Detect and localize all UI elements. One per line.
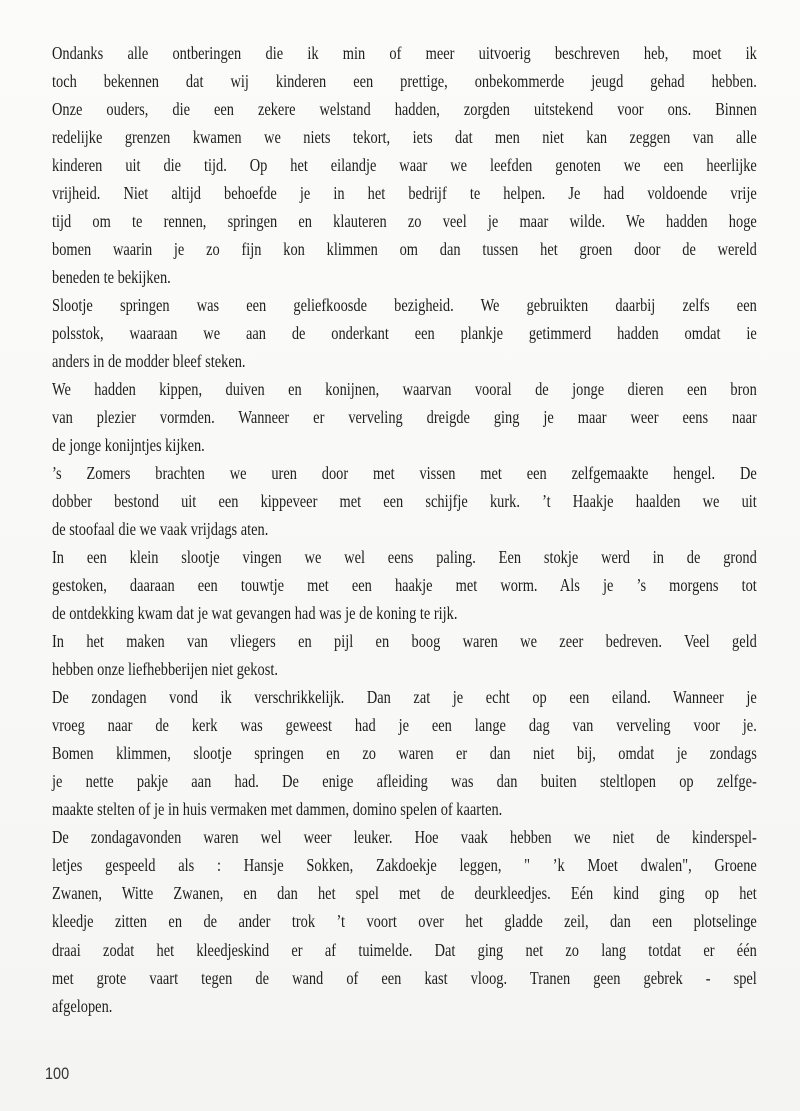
text-line: De zondagavonden waren wel weer leuker. Hoe vaak hebben we niet de kinderspel- <box>52 827 757 848</box>
text-line: redelijke grenzen kwamen we niets tekort, iets dat men niet kan zeggen van alle <box>52 127 757 148</box>
text-line: We hadden kippen, duiven en konijnen, waarvan vooral de jonge dieren een bron <box>52 379 757 400</box>
text-line: gestoken, daaraan een touwtje met een haakje met worm. Als je ’s morgens tot <box>52 575 757 596</box>
text-line: beneden te bekijken. <box>52 267 171 288</box>
text-line: bomen waarin je zo fijn kon klimmen om dan tussen het groen door de wereld <box>52 239 757 260</box>
text-line: de ontdekking kwam dat je wat gevangen had was je de koning te rijk. <box>52 603 458 624</box>
text-line: letjes gespeeld als : Hansje Sokken, Zakdoekje leggen, " ’k Moet dwalen", Groene <box>52 855 757 876</box>
text-line: ’s Zomers brachten we uren door met vissen met een zelfgemaakte hengel. De <box>52 463 757 484</box>
text-line: maakte stelten of je in huis vermaken met dammen, domino spelen of kaarten. <box>52 799 503 820</box>
text-line: De zondagen vond ik verschrikkelijk. Dan zat je echt op een eiland. Wanneer je <box>52 687 757 708</box>
text-line: dobber bestond uit een kippeveer met een schijfje kurk. ’t Haakje haalden we uit <box>52 491 757 512</box>
paragraph <box>52 39 757 291</box>
paragraph <box>52 459 757 543</box>
paragraph <box>52 543 757 627</box>
text-line: je nette pakje aan had. De enige afleiding was dan buiten steltlopen op zelfge- <box>52 771 757 792</box>
paragraph <box>52 375 757 459</box>
text-line: met grote vaart tegen de wand of een kast vloog. Tranen geen gebrek - spel <box>52 967 757 988</box>
text-line: Ondanks alle ontberingen die ik min of meer uitvoerig beschreven heb, moet ik <box>52 43 757 63</box>
paragraph <box>52 823 757 1019</box>
text-line: afgelopen. <box>52 995 113 1016</box>
text-line: toch bekennen dat wij kinderen een prettige, onbekommerde jeugd gehad hebben. <box>52 71 757 92</box>
text-line: kinderen uit die tijd. Op het eilandje waar we leefden genoten we een heerlijke <box>52 155 757 176</box>
text-line: Slootje springen was een geliefkoosde bezigheid. We gebruikten daarbij zelfs een <box>52 295 757 316</box>
paragraph <box>52 627 757 683</box>
text-line: Onze ouders, die een zekere welstand hadden, zorgden uitstekend voor ons. Binnen <box>52 99 757 120</box>
text-line: kleedje zitten en de ander trok ’t voort over het gladde zeil, dan een plotselinge <box>52 911 757 932</box>
text-line: anders in de modder bleef steken. <box>52 351 246 372</box>
text-line: Zwanen, Witte Zwanen, en dan het spel met de deurkleedjes. Eén kind ging op het <box>52 883 757 904</box>
text-line: In een klein slootje vingen we wel eens paling. Een stokje werd in de grond <box>52 547 757 568</box>
text-line: van plezier vormden. Wanneer er verveling dreigde ging je maar weer eens naar <box>52 407 757 428</box>
body-text <box>52 39 757 1020</box>
text-line: Bomen klimmen, slootje springen en zo waren er dan niet bij, omdat je zondags <box>52 743 757 764</box>
text-line: draai zodat het kleedjeskind er af tuimelde. Dat ging net zo lang totdat er één <box>52 939 757 960</box>
text-line: hebben onze liefhebberijen niet gekost. <box>52 659 278 680</box>
text-line: tijd om te rennen, springen en klauteren zo veel je maar wilde. We hadden hoge <box>52 211 757 232</box>
text-line: polsstok, waaraan we aan de onderkant een plankje getimmerd hadden omdat ie <box>52 323 757 344</box>
text-line: vroeg naar de kerk was geweest had je een lange dag van verveling voor je. <box>52 715 757 736</box>
text-line: In het maken van vliegers en pijl en boog waren we zeer bedreven. Veel geld <box>52 631 757 652</box>
page-number: 100 <box>45 1064 70 1083</box>
paragraph <box>52 291 757 375</box>
paragraph <box>52 683 757 823</box>
text-line: de stoofaal die we vaak vrijdags aten. <box>52 519 269 540</box>
text-line: vrijheid. Niet altijd behoefde je in het bedrijf te helpen. Je had voldoende vrije <box>52 183 757 204</box>
text-line: de jonge konijntjes kijken. <box>52 435 205 456</box>
